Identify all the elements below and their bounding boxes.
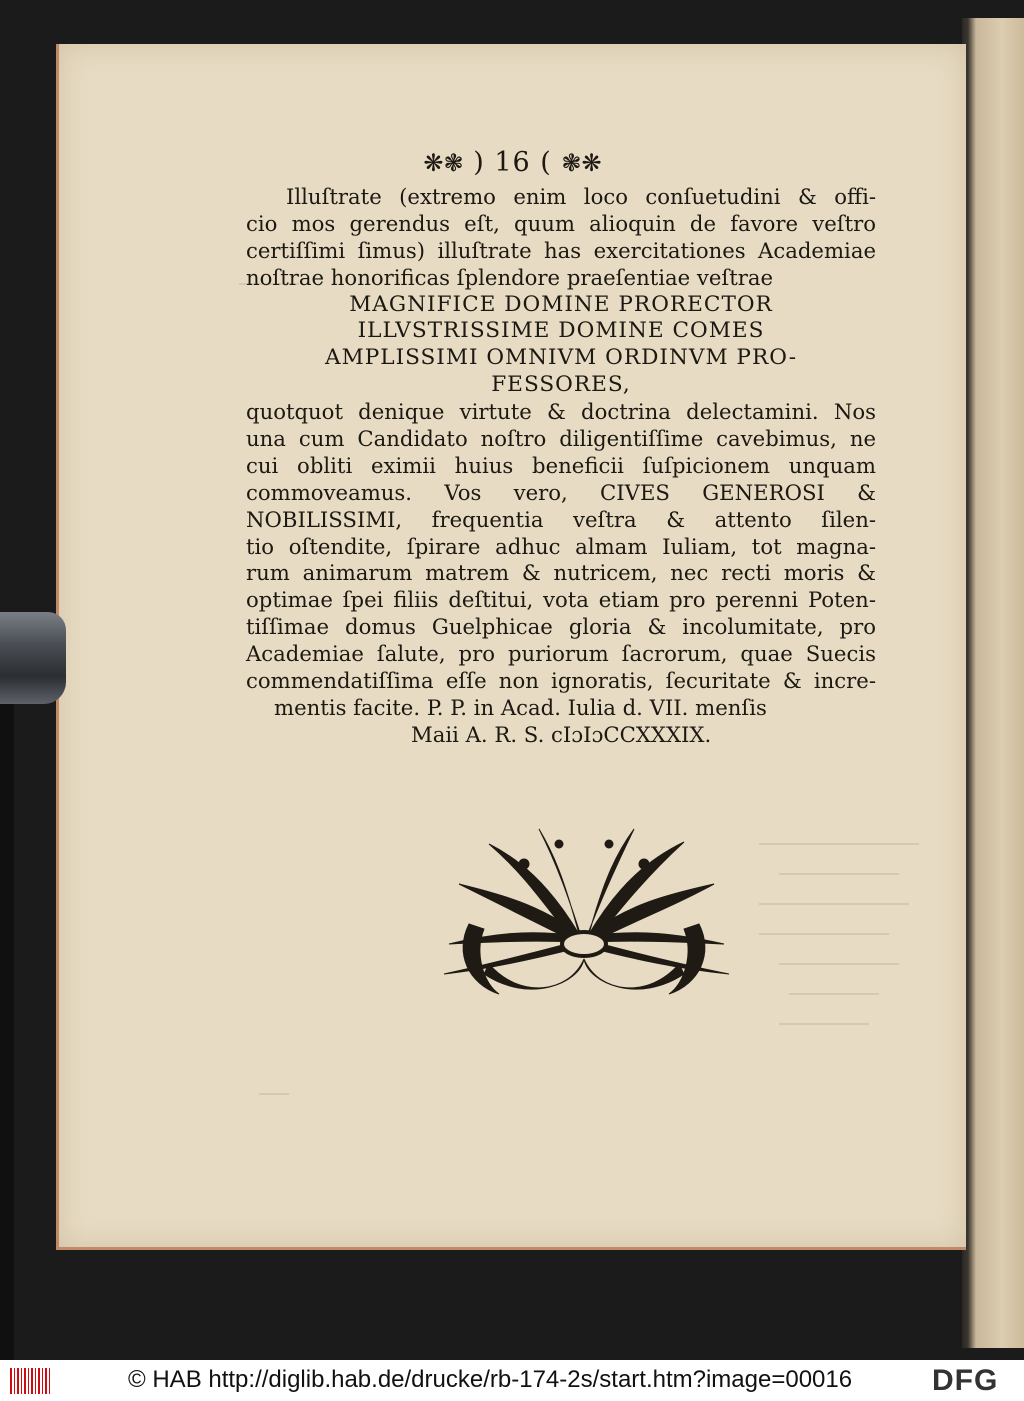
text-line: FESSORES, <box>491 372 631 398</box>
text-line: AMPLISSIMI OMNIVM ORDINVM PRO- <box>325 345 797 371</box>
text-line: rum animarum matrem & nutricem, nec recti moris & <box>246 560 876 586</box>
text-line: NOBILISSIMI, frequentia veſtra & attento ſilen- <box>246 506 876 532</box>
text-line: Maii A. R. S. cIɔIɔCCXXXIX. <box>411 721 712 747</box>
page-clamp <box>0 612 66 704</box>
text-line: quotquot denique virtute & doctrina delectamini. Nos <box>246 399 876 425</box>
text-line: cui obliti eximii huius beneficii ſuſpicionem unquam <box>246 452 876 478</box>
header-ornament-right-icon: ❃❋ <box>561 149 602 177</box>
text-line: una cum Candidato noſtro diligentiſſime cavebimus, ne <box>246 426 876 452</box>
text-line: certiſſimi ſimus) illuſtrate has exercitationes Academiae <box>246 237 876 263</box>
text-line: commoveamus. Vos vero, CIVES GENEROSI & <box>246 479 876 505</box>
text-line: Academiae ſalute, pro puriorum ſacrorum, quae Suecis <box>246 641 876 667</box>
dfg-logo: DFG <box>932 1364 999 1397</box>
scanner-shadow <box>0 640 14 1380</box>
page-number: ) 16 ( <box>473 147 552 178</box>
text-line: tiſſimae domus Guelphicae gloria & incolumitate, pro <box>246 614 876 640</box>
text-line: MAGNIFICE DOMINE PRORECTOR <box>349 291 773 317</box>
footer-bar <box>0 1360 1024 1401</box>
book-edge <box>962 18 1024 1348</box>
text-line: Illuſtrate (extremo enim loco conſuetudini & offi- <box>286 184 876 209</box>
text-line: cio mos gerendus eſt, quum alioquin de favore veſtro <box>246 210 876 236</box>
header-ornament-left-icon: ❋❃ <box>423 149 464 177</box>
text-line: optimae ſpei filiis deſtitui, vota etiam pro perenni Poten- <box>246 587 876 613</box>
text-line: mentis facite. P. P. in Acad. Iulia d. VII. menſis <box>274 694 767 720</box>
floral-woodcut-ornament-icon <box>429 824 739 1004</box>
book-page <box>56 44 966 1250</box>
text-line: commendatiſſima eſſe non ignoratis, ſecuritate & incre- <box>246 668 876 694</box>
source-link[interactable]: © HAB http://diglib.hab.de/drucke/rb-174-2s/start.htm?image=00016 <box>128 1366 853 1393</box>
text-line: ILLVSTRISSIME DOMINE COMES <box>357 318 765 344</box>
barcode-icon <box>10 1368 50 1394</box>
page-header <box>59 147 966 178</box>
text-line: tio oſtendite, ſpirare adhuc almam Iuliam, tot magna- <box>246 533 876 559</box>
text-line: noſtrae honorificas ſplendore praeſentiae veſtrae <box>246 264 774 290</box>
body-text <box>246 184 876 749</box>
